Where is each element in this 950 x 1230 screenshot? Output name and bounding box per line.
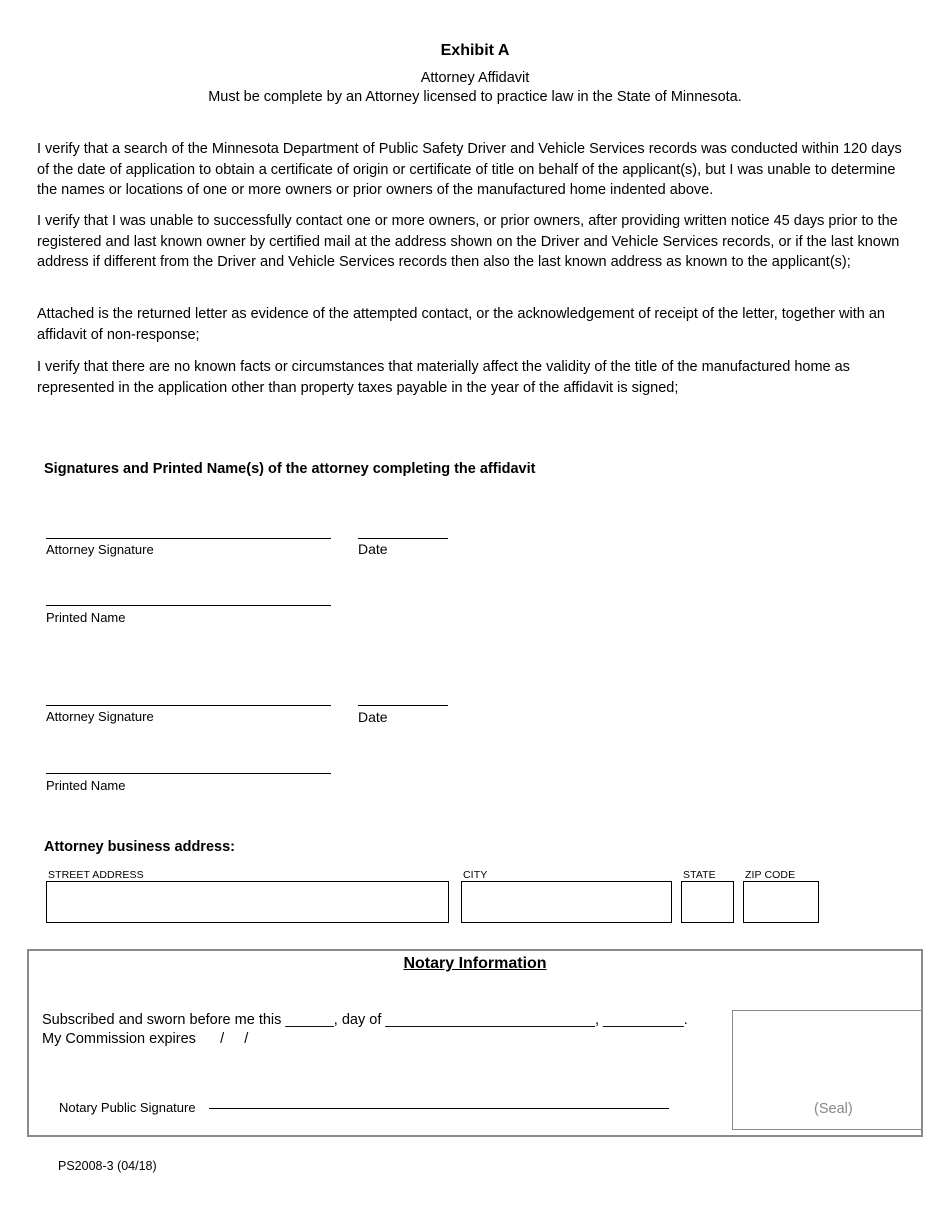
affidavit-paragraph-1: I verify that a search of the Minnesota Department of Public Safety Driver and Vehicle Services records was conducted within 120 days of the date of application to obtain a certificate of origin or certificate of title on behalf of the applicant(s), but I was unable to determine the names or locations of one or more owners or prior owners of the manufactured home indented above. — [37, 141, 902, 198]
notary-title: Notary Information — [403, 955, 547, 972]
street-address-label: STREET ADDRESS — [48, 869, 144, 881]
notary-signature-line[interactable] — [209, 1108, 669, 1109]
address-heading: Attorney business address: — [44, 839, 235, 855]
attorney-signature-line-2[interactable] — [46, 705, 331, 706]
page-subtitle: Attorney Affidavit — [420, 70, 530, 86]
city-field[interactable] — [461, 881, 672, 923]
printed-name-label-1: Printed Name — [46, 610, 126, 625]
affidavit-paragraph-2: I verify that I was unable to successfully contact one or more owners, or prior owners, after providing written notice 45 days prior to the registered and last known owner by certified mail at the address shown on the Driver and Vehicle Services records, or if the last known address if different from the Driver and Vehicle Services records then also the last known address as known to the applicant(s); — [37, 213, 900, 270]
printed-name-line-1[interactable] — [46, 605, 331, 606]
signatures-heading: Signatures and Printed Name(s) of the attorney completing the affidavit — [44, 461, 536, 477]
notary-commission-line[interactable]: My Commission expires / / — [42, 1031, 249, 1047]
form-number: PS2008-3 (04/18) — [58, 1159, 157, 1173]
affidavit-paragraph-3: Attached is the returned letter as evidence of the attempted contact, or the acknowledgement of receipt of the letter, together with an affidavit of non-response; — [37, 306, 885, 343]
attorney-signature-line-1[interactable] — [46, 538, 331, 539]
state-label: STATE — [683, 869, 716, 881]
zip-code-label: ZIP CODE — [745, 869, 796, 881]
affidavit-paragraph-4: I verify that there are no known facts or circumstances that materially affect the validity of the title of the manufactured home as represented in the application other than property taxes payable in the year of the affidavit is signed; — [37, 359, 850, 396]
date-line-2[interactable] — [358, 705, 448, 706]
state-field[interactable] — [681, 881, 734, 923]
notary-signature-label: Notary Public Signature — [59, 1100, 196, 1115]
page-title: Exhibit A — [440, 42, 510, 59]
printed-name-line-2[interactable] — [46, 773, 331, 774]
attorney-signature-label-1: Attorney Signature — [46, 542, 154, 557]
seal-label: (Seal) — [814, 1101, 853, 1117]
city-label: CITY — [463, 869, 488, 881]
notary-sworn-line[interactable]: Subscribed and sworn before me this ______, day of __________________________, __________. — [42, 1012, 688, 1028]
date-line-1[interactable] — [358, 538, 448, 539]
street-address-field[interactable] — [46, 881, 449, 923]
date-label-2: Date — [358, 709, 388, 725]
printed-name-label-2: Printed Name — [46, 778, 126, 793]
page-instruction: Must be complete by an Attorney licensed to practice law in the State of Minnesota. — [208, 89, 742, 105]
date-label-1: Date — [358, 541, 388, 557]
attorney-signature-label-2: Attorney Signature — [46, 709, 154, 724]
zip-code-field[interactable] — [743, 881, 819, 923]
